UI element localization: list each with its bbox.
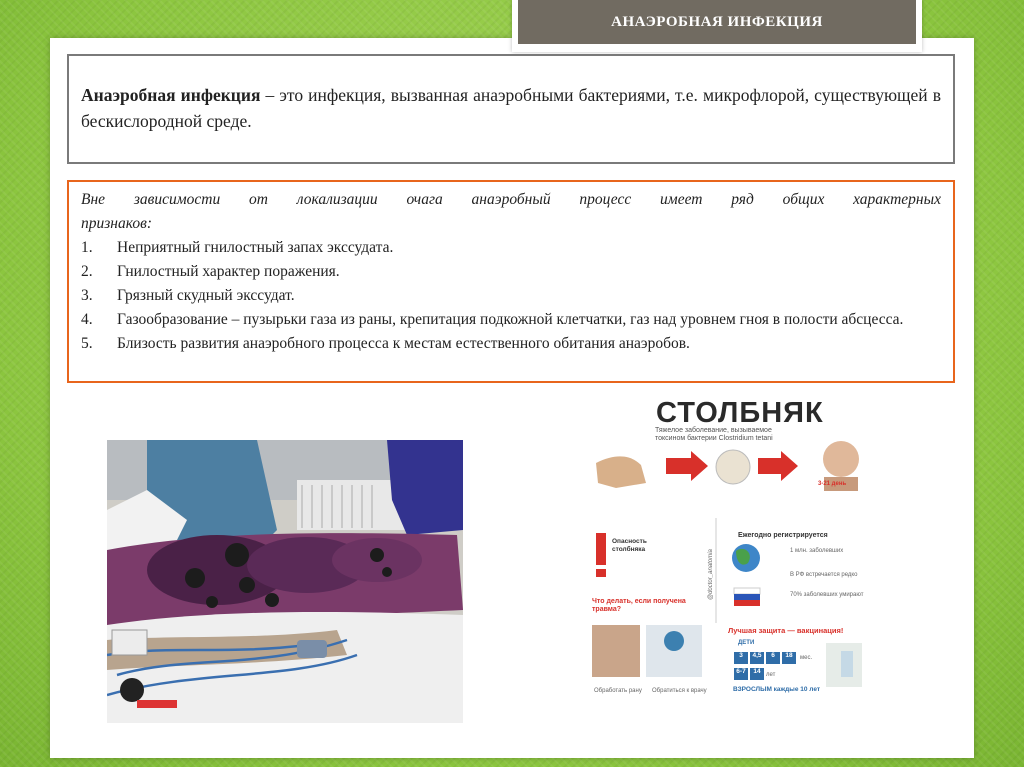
poster-mortality: 70% заболевших умирают bbox=[790, 592, 864, 598]
sign-text: Неприятный гнилостный запах экссудата. bbox=[117, 239, 394, 256]
sign-text: Близость развития анаэробного процесса к местам естественного обитания анаэробов. bbox=[117, 335, 690, 352]
poster-yearly: Ежегодно регистрируется bbox=[738, 532, 828, 539]
sign-number: 4. bbox=[81, 311, 93, 328]
sign-number: 5. bbox=[81, 335, 93, 352]
vaccine-cell: 14 bbox=[753, 668, 761, 675]
sign-number: 1. bbox=[81, 239, 93, 256]
slide-title: АНАЭРОБНАЯ ИНФЕКЦИЯ bbox=[518, 0, 916, 44]
poster-danger: Опасность столбняка bbox=[612, 538, 647, 553]
vaccine-cell: 18 bbox=[785, 652, 793, 659]
poster-step2: Обратиться к врачу bbox=[652, 688, 707, 694]
vaccine-cell: 3 bbox=[739, 652, 743, 659]
vaccine-cell: 4,5 bbox=[752, 652, 762, 659]
poster-best-protection: Лучшая защита — вакцинация! bbox=[728, 626, 844, 635]
signs-intro: Вне зависимости от локализации очага анаэробный процесс имеет ряд общих характерных bbox=[81, 191, 941, 208]
sign-item bbox=[81, 308, 941, 332]
wound-photo bbox=[107, 440, 463, 723]
signs-box bbox=[67, 180, 955, 383]
poster-subtitle: Тяжелое заболевание, вызываемое токсином бактерии Clostridium tetani bbox=[655, 427, 773, 442]
poster-adults: ВЗРОСЛЫМ каждые 10 лет bbox=[733, 686, 821, 693]
poster-children: ДЕТИ bbox=[738, 640, 755, 646]
poster-author: @doctor_anatomia bbox=[708, 549, 714, 600]
sign-number: 2. bbox=[81, 263, 93, 280]
signs-intro-end: признаков: bbox=[81, 215, 153, 232]
poster-months: мес. bbox=[800, 655, 813, 661]
sign-item bbox=[81, 332, 941, 356]
vaccine-cell: 6-7 bbox=[736, 668, 746, 675]
signs-list bbox=[81, 236, 941, 356]
sign-item bbox=[81, 260, 941, 284]
poster-russia: В РФ встречается редко bbox=[790, 572, 858, 578]
sign-number: 3. bbox=[81, 287, 93, 304]
poster-step1: Обработать рану bbox=[594, 688, 642, 694]
vaccine-cell: 6 bbox=[771, 652, 775, 659]
sign-text: Грязный скудный экссудат. bbox=[117, 287, 295, 304]
poster-title: СТОЛБНЯК bbox=[656, 397, 824, 429]
sign-item bbox=[81, 236, 941, 260]
sign-text: Газообразование – пузырьки газа из раны, крепитация подкожной клетчатки, газ над уровнем гноя в полости абсцесса. bbox=[117, 311, 904, 328]
poster-cases: 1 млн. заболевших bbox=[790, 548, 844, 554]
definition-text: – это инфекция, вызванная анаэробными бактериями, т.е. микрофлорой, существующей в бескислородной среде. bbox=[81, 85, 942, 131]
poster-years: лет bbox=[766, 672, 776, 678]
sign-text: Гнилостный характер поражения. bbox=[117, 263, 340, 280]
poster-days: 3-21 день bbox=[818, 481, 847, 487]
poster-what-to-do: Что делать, если получена травма? bbox=[592, 598, 686, 613]
definition-box bbox=[67, 54, 955, 164]
definition-term: Анаэробная инфекция bbox=[81, 85, 261, 105]
sign-item bbox=[81, 284, 941, 308]
